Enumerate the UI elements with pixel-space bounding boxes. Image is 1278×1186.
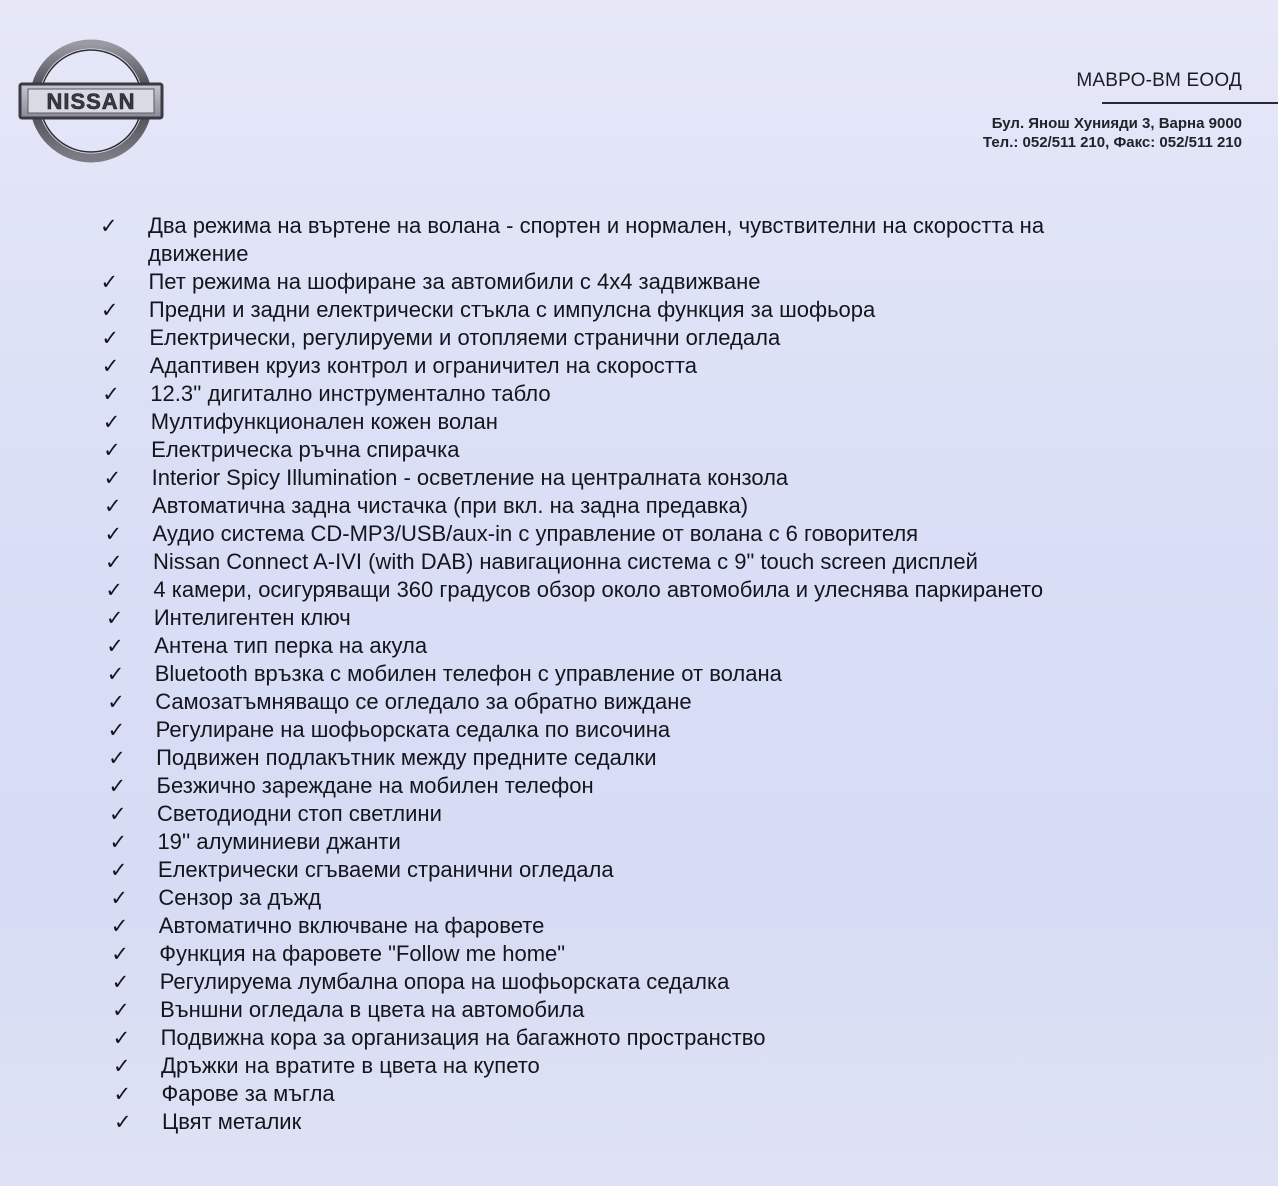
feature-text: Антена тип перка на акула <box>154 633 428 658</box>
checkmark-icon: ✓ <box>104 522 123 546</box>
feature-text: Подвижна кора за организация на багажното пространство <box>160 1025 766 1050</box>
feature-text: Светодиодни стоп светлини <box>157 801 442 826</box>
checkmark-icon: ✓ <box>102 382 120 406</box>
feature-item <box>100 268 1200 296</box>
feature-text: Два режима на въртене на волана - спортен и нормален, чувствителни на скоростта на движение <box>148 213 1045 266</box>
feature-item <box>113 1024 1200 1052</box>
feature-text: Автоматично включване на фаровете <box>158 913 545 938</box>
feature-item <box>106 632 1200 660</box>
checkmark-icon: ✓ <box>106 634 124 658</box>
checkmark-icon: ✓ <box>104 494 122 518</box>
company-contact-block <box>983 114 1242 152</box>
feature-text: Предни и задни електрически стъкла с импулсна функция за шофьора <box>148 297 876 322</box>
checkmark-icon: ✓ <box>105 606 124 630</box>
feature-item <box>102 380 1200 408</box>
feature-text: 12.3'' дигитално инструментално табло <box>150 381 551 406</box>
feature-list <box>100 212 1200 1136</box>
checkmark-icon: ✓ <box>112 1026 131 1050</box>
feature-item <box>104 464 1200 492</box>
feature-text: Външни огледала в цвета на автомобила <box>160 997 585 1022</box>
checkmark-icon: ✓ <box>103 438 121 462</box>
feature-text: Interior Spicy Illumination - осветление на централната конзола <box>151 465 789 490</box>
feature-item <box>111 940 1200 968</box>
feature-item <box>105 548 1200 576</box>
feature-text: Функция на фаровете "Follow me home" <box>159 941 566 966</box>
checkmark-icon: ✓ <box>109 802 127 826</box>
checkmark-icon: ✓ <box>108 746 126 770</box>
company-header <box>1076 70 1242 92</box>
feature-item <box>101 324 1200 352</box>
checkmark-icon: ✓ <box>112 998 130 1022</box>
feature-text: Безжично зареждане на мобилен телефон <box>156 773 594 798</box>
feature-text: Регулиране на шофьорската седалка по височина <box>155 717 671 742</box>
feature-item <box>103 408 1200 436</box>
feature-text: Интелигентен ключ <box>153 605 351 630</box>
feature-item <box>114 1108 1200 1136</box>
feature-text: Nissan Connect A-IVI (with DAB) навигационна система с 9" touch screen дисплей <box>152 549 978 574</box>
checkmark-icon: ✓ <box>107 690 125 714</box>
feature-text: Подвижен подлакътник между предните седалки <box>156 745 657 770</box>
checkmark-icon: ✓ <box>110 886 128 910</box>
feature-text: Електрическа ръчна спирачка <box>151 437 460 462</box>
feature-item <box>105 576 1200 604</box>
company-phone-fax: Тел.: 052/511 210, Факс: 052/511 210 <box>982 134 1242 151</box>
feature-item <box>110 856 1200 884</box>
feature-item <box>112 996 1200 1024</box>
feature-item <box>109 772 1200 800</box>
checkmark-icon: ✓ <box>100 214 118 238</box>
checkmark-icon: ✓ <box>102 410 121 434</box>
checkmark-icon: ✓ <box>105 578 123 602</box>
feature-item <box>114 1080 1201 1108</box>
feature-item <box>109 828 1200 856</box>
company-name: МАВРО-ВМ ЕООД <box>1076 70 1242 91</box>
feature-text: Електрически сгъваеми странични огледала <box>157 857 614 882</box>
checkmark-icon: ✓ <box>101 354 120 378</box>
nissan-logo-icon <box>18 38 164 164</box>
checkmark-icon: ✓ <box>103 466 122 490</box>
feature-item <box>108 744 1200 772</box>
checkmark-icon: ✓ <box>109 858 128 882</box>
feature-item <box>107 660 1200 688</box>
checkmark-icon: ✓ <box>111 970 130 994</box>
feature-item <box>104 492 1200 520</box>
feature-item <box>101 296 1200 324</box>
checkmark-icon: ✓ <box>113 1054 131 1078</box>
feature-text: 4 камери, осигуряващи 360 градусов обзор около автомобила и улеснява паркирането <box>153 577 1044 602</box>
feature-text: Самозатъмняващо се огледало за обратно виждане <box>155 689 692 714</box>
checkmark-icon: ✓ <box>107 718 126 742</box>
checkmark-icon: ✓ <box>111 942 129 966</box>
checkmark-icon: ✓ <box>110 914 129 938</box>
feature-item <box>103 436 1200 464</box>
feature-text: Сензор за дъжд <box>158 885 322 910</box>
logo-brand-text: NISSAN <box>46 89 136 114</box>
feature-item <box>112 968 1200 996</box>
feature-text: Регулируема лумбална опора на шофьорската седалка <box>159 969 730 994</box>
feature-text: Bluetooth връзка с мобилен телефон с управление от волана <box>154 661 782 686</box>
checkmark-icon: ✓ <box>108 774 127 798</box>
feature-text: Дръжки на вратите в цвета на купето <box>161 1053 540 1078</box>
feature-item <box>106 604 1200 632</box>
feature-item <box>111 912 1200 940</box>
checkmark-icon: ✓ <box>104 550 123 574</box>
feature-text: Аудио система CD-MP3/USB/aux-in с управление от волана с 6 говорителя <box>152 521 919 546</box>
feature-item <box>108 716 1200 744</box>
feature-text: 19'' алуминиеви джанти <box>157 829 401 854</box>
company-address: Бул. Янош Хунияди 3, Варна 9000 <box>991 115 1242 132</box>
feature-text: Електрически, регулируеми и отопляеми странични огледала <box>149 325 781 350</box>
feature-text: Фарове за мъгла <box>161 1081 335 1106</box>
checkmark-icon: ✓ <box>109 830 128 854</box>
feature-text: Автоматична задна чистачка (при вкл. на задна предавка) <box>152 493 749 518</box>
checkmark-icon: ✓ <box>101 326 119 350</box>
feature-text: Пет режима на шофиране за автомибили с 4х4 задвижване <box>148 269 761 294</box>
feature-item <box>107 688 1200 716</box>
feature-item <box>113 1052 1200 1080</box>
feature-item <box>100 212 1120 268</box>
feature-item <box>109 800 1200 828</box>
checkmark-icon: ✓ <box>113 1110 132 1134</box>
feature-item <box>110 884 1200 912</box>
checkmark-icon: ✓ <box>113 1082 132 1106</box>
checkmark-icon: ✓ <box>106 662 125 686</box>
checkmark-icon: ✓ <box>100 270 119 294</box>
feature-item <box>105 520 1201 548</box>
feature-text: Цвят металик <box>161 1109 302 1134</box>
feature-text: Адаптивен круиз контрол и ограничител на скоростта <box>149 353 697 378</box>
feature-item <box>102 352 1200 380</box>
feature-text: Мултифункционален кожен волан <box>150 409 498 434</box>
header-rule <box>1102 102 1278 104</box>
checkmark-icon: ✓ <box>100 298 119 322</box>
